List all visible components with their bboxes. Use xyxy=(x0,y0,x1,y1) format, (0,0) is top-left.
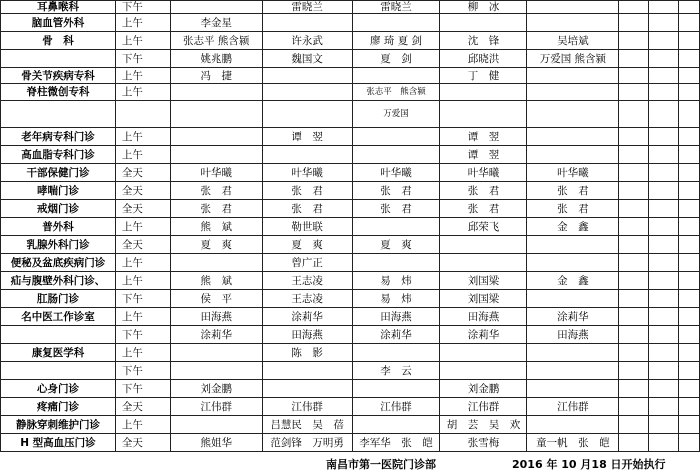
empty-cell xyxy=(649,398,679,416)
empty-cell xyxy=(679,68,700,84)
schedule-row xyxy=(1,398,700,416)
doctor-cell xyxy=(352,254,440,272)
department-cell: 耳鼻喉科 xyxy=(1,1,116,14)
doctor-cell xyxy=(352,416,440,434)
doctor-cell: 张 君 xyxy=(352,182,440,200)
department-cell: 疼痛门诊 xyxy=(1,398,116,416)
department-cell: 戒烟门诊 xyxy=(1,200,116,218)
empty-cell xyxy=(619,344,649,362)
doctor-cell xyxy=(440,84,527,101)
empty-cell xyxy=(619,398,649,416)
doctor-cell xyxy=(170,1,262,14)
empty-cell xyxy=(679,1,700,14)
doctor-cell: 江伟群 xyxy=(262,398,352,416)
doctor-cell: 胡 芸 吴 欢 xyxy=(440,416,527,434)
time-slot-cell: 上午 xyxy=(115,344,170,362)
empty-cell xyxy=(619,218,649,236)
schedule-row xyxy=(1,146,700,164)
doctor-cell xyxy=(170,362,262,380)
time-slot-cell: 上午 xyxy=(115,218,170,236)
doctor-cell: 吴培斌 xyxy=(527,32,619,50)
empty-cell xyxy=(649,128,679,146)
doctor-cell: 张 君 xyxy=(527,182,619,200)
schedule-row xyxy=(1,128,700,146)
doctor-cell xyxy=(262,68,352,84)
doctor-cell: 夏 剑 xyxy=(352,50,440,68)
empty-cell xyxy=(619,32,649,50)
schedule-row xyxy=(1,290,700,308)
doctor-cell: 万爱国 xyxy=(352,101,440,128)
time-slot-cell: 上午 xyxy=(115,32,170,50)
time-slot-cell: 下午 xyxy=(115,1,170,14)
department-cell: 便秘及盆底疾病门诊 xyxy=(1,254,116,272)
time-slot-cell: 下午 xyxy=(115,380,170,398)
doctor-cell: 江伟群 xyxy=(352,398,440,416)
doctor-cell: 张 君 xyxy=(527,200,619,218)
doctor-cell xyxy=(170,344,262,362)
doctor-cell xyxy=(262,101,352,128)
schedule-row xyxy=(1,218,700,236)
empty-cell xyxy=(649,164,679,182)
empty-cell xyxy=(679,398,700,416)
empty-cell xyxy=(619,434,649,452)
empty-cell xyxy=(619,84,649,101)
empty-cell xyxy=(649,308,679,326)
doctor-cell: 田海燕 xyxy=(527,326,619,344)
empty-cell xyxy=(619,1,649,14)
empty-cell xyxy=(649,380,679,398)
hospital-name: 南昌市第一医院门诊部 xyxy=(326,458,436,471)
schedule-row xyxy=(1,101,700,128)
doctor-cell: 夏 爽 xyxy=(352,236,440,254)
doctor-cell: 童一帆 张 皑 xyxy=(527,434,619,452)
time-slot-cell: 下午 xyxy=(115,290,170,308)
schedule-row xyxy=(1,434,700,452)
doctor-cell: 勒世联 xyxy=(262,218,352,236)
doctor-cell: 张 君 xyxy=(262,182,352,200)
doctor-cell: 张 君 xyxy=(352,200,440,218)
schedule-row xyxy=(1,326,700,344)
time-slot-cell: 上午 xyxy=(115,254,170,272)
schedule-row xyxy=(1,380,700,398)
doctor-cell: 张志平 熊含颍 xyxy=(352,84,440,101)
time-slot-cell xyxy=(115,101,170,128)
doctor-cell xyxy=(170,254,262,272)
time-slot-cell: 下午 xyxy=(115,326,170,344)
empty-cell xyxy=(679,362,700,380)
doctor-cell: 叶华曦 xyxy=(352,164,440,182)
empty-cell xyxy=(619,290,649,308)
schedule-row xyxy=(1,416,700,434)
department-cell xyxy=(1,50,116,68)
empty-cell xyxy=(679,326,700,344)
doctor-cell: 金 鑫 xyxy=(527,272,619,290)
empty-cell xyxy=(679,182,700,200)
empty-cell xyxy=(649,416,679,434)
doctor-cell xyxy=(527,146,619,164)
time-slot-cell: 全天 xyxy=(115,200,170,218)
empty-cell xyxy=(619,362,649,380)
schedule-row xyxy=(1,182,700,200)
empty-cell xyxy=(649,182,679,200)
empty-cell xyxy=(679,254,700,272)
empty-cell xyxy=(619,326,649,344)
doctor-cell: 张 君 xyxy=(440,182,527,200)
department-cell xyxy=(1,101,116,128)
doctor-cell xyxy=(262,84,352,101)
doctor-cell: 江伟群 xyxy=(170,398,262,416)
empty-cell xyxy=(679,272,700,290)
footer xyxy=(0,455,700,472)
doctor-cell xyxy=(262,362,352,380)
empty-cell xyxy=(649,326,679,344)
department-cell: 哮喘门诊 xyxy=(1,182,116,200)
doctor-cell: 谭 翌 xyxy=(440,128,527,146)
effective-date: 2016 年 10 月18 日开始执行 xyxy=(512,458,666,471)
schedule-row xyxy=(1,200,700,218)
time-slot-cell: 上午 xyxy=(115,272,170,290)
doctor-cell: 吕慧民 吴 蓓 xyxy=(262,416,352,434)
doctor-cell: 侯 平 xyxy=(170,290,262,308)
doctor-cell xyxy=(527,362,619,380)
empty-cell xyxy=(679,200,700,218)
doctor-cell: 刘国梁 xyxy=(440,290,527,308)
department-cell: 脊柱微创专科 xyxy=(1,84,116,101)
empty-cell xyxy=(679,236,700,254)
empty-cell xyxy=(649,218,679,236)
schedule-row xyxy=(1,84,700,101)
schedule-row xyxy=(1,164,700,182)
doctor-cell: 涂莉华 xyxy=(170,326,262,344)
schedule-row xyxy=(1,68,700,84)
time-slot-cell: 全天 xyxy=(115,236,170,254)
schedule-row xyxy=(1,362,700,380)
empty-cell xyxy=(679,290,700,308)
time-slot-cell: 全天 xyxy=(115,182,170,200)
empty-cell xyxy=(619,272,649,290)
doctor-cell xyxy=(170,146,262,164)
doctor-cell xyxy=(352,128,440,146)
doctor-cell xyxy=(527,236,619,254)
empty-cell xyxy=(649,146,679,164)
schedule-row xyxy=(1,254,700,272)
empty-cell xyxy=(679,218,700,236)
schedule-row xyxy=(1,308,700,326)
doctor-cell: 李军华 张 皑 xyxy=(352,434,440,452)
doctor-cell xyxy=(440,362,527,380)
doctor-cell: 邱荣飞 xyxy=(440,218,527,236)
doctor-cell: 易 炜 xyxy=(352,290,440,308)
doctor-cell xyxy=(527,128,619,146)
doctor-cell: 田海燕 xyxy=(170,308,262,326)
doctor-cell: 邱晓洪 xyxy=(440,50,527,68)
empty-cell xyxy=(619,50,649,68)
empty-cell xyxy=(619,200,649,218)
empty-cell xyxy=(619,68,649,84)
time-slot-cell: 上午 xyxy=(115,128,170,146)
doctor-cell xyxy=(262,146,352,164)
empty-cell xyxy=(649,434,679,452)
doctor-cell: 王志凌 xyxy=(262,272,352,290)
doctor-cell: 易 炜 xyxy=(352,272,440,290)
doctor-cell: 柳 冰 xyxy=(440,1,527,14)
schedule-row xyxy=(1,272,700,290)
doctor-cell: 涂莉华 xyxy=(527,308,619,326)
doctor-cell: 刘金鹏 xyxy=(440,380,527,398)
doctor-cell: 沈 锋 xyxy=(440,32,527,50)
schedule-row xyxy=(1,1,700,14)
department-cell: 骨 科 xyxy=(1,32,116,50)
doctor-cell xyxy=(527,290,619,308)
empty-cell xyxy=(649,32,679,50)
doctor-cell: 熊 斌 xyxy=(170,218,262,236)
time-slot-cell: 全天 xyxy=(115,398,170,416)
doctor-cell xyxy=(352,218,440,236)
empty-cell xyxy=(649,101,679,128)
doctor-cell: 涂莉华 xyxy=(352,326,440,344)
schedule-row xyxy=(1,14,700,32)
department-cell: 乳腺外科门诊 xyxy=(1,236,116,254)
doctor-cell: 江伟群 xyxy=(527,398,619,416)
doctor-cell: 叶华曦 xyxy=(527,164,619,182)
doctor-cell: 李金星 xyxy=(170,14,262,32)
empty-cell xyxy=(619,164,649,182)
doctor-cell: 田海燕 xyxy=(440,308,527,326)
schedule-row xyxy=(1,236,700,254)
doctor-cell xyxy=(170,101,262,128)
time-slot-cell: 上午 xyxy=(115,146,170,164)
department-cell: 脑血管外科 xyxy=(1,14,116,32)
doctor-cell xyxy=(352,146,440,164)
doctor-cell xyxy=(352,68,440,84)
doctor-cell xyxy=(440,14,527,32)
time-slot-cell: 下午 xyxy=(115,50,170,68)
empty-cell xyxy=(649,254,679,272)
doctor-cell: 李 云 xyxy=(352,362,440,380)
doctor-cell xyxy=(170,416,262,434)
empty-cell xyxy=(619,128,649,146)
empty-cell xyxy=(649,290,679,308)
doctor-cell: 冯 捷 xyxy=(170,68,262,84)
department-cell: 老年病专科门诊 xyxy=(1,128,116,146)
empty-cell xyxy=(649,200,679,218)
doctor-cell: 熊姐华 xyxy=(170,434,262,452)
doctor-cell: 张 君 xyxy=(170,200,262,218)
empty-cell xyxy=(619,101,649,128)
department-cell xyxy=(1,326,116,344)
doctor-cell: 叶华曦 xyxy=(170,164,262,182)
time-slot-cell: 全天 xyxy=(115,164,170,182)
doctor-cell: 姚兆鹏 xyxy=(170,50,262,68)
doctor-cell: 张 君 xyxy=(440,200,527,218)
time-slot-cell: 上午 xyxy=(115,308,170,326)
time-slot-cell: 上午 xyxy=(115,416,170,434)
doctor-cell xyxy=(352,14,440,32)
department-cell: 干部保健门诊 xyxy=(1,164,116,182)
doctor-cell: 熊 斌 xyxy=(170,272,262,290)
empty-cell xyxy=(679,380,700,398)
doctor-cell xyxy=(527,14,619,32)
doctor-cell: 张志平 熊含颍 xyxy=(170,32,262,50)
doctor-cell xyxy=(352,344,440,362)
doctor-cell xyxy=(440,254,527,272)
empty-cell xyxy=(619,236,649,254)
empty-cell xyxy=(679,101,700,128)
empty-cell xyxy=(649,236,679,254)
time-slot-cell: 上午 xyxy=(115,14,170,32)
time-slot-cell: 全天 xyxy=(115,434,170,452)
doctor-cell xyxy=(352,380,440,398)
empty-cell xyxy=(649,362,679,380)
empty-cell xyxy=(649,84,679,101)
doctor-cell: 涂莉华 xyxy=(262,308,352,326)
department-cell: 骨关节疾病专科 xyxy=(1,68,116,84)
doctor-cell: 夏 爽 xyxy=(170,236,262,254)
department-cell: 高血脂专科门诊 xyxy=(1,146,116,164)
time-slot-cell: 上午 xyxy=(115,68,170,84)
department-cell: 名中医工作诊室 xyxy=(1,308,116,326)
department-cell: 肛肠门诊 xyxy=(1,290,116,308)
doctor-cell xyxy=(527,101,619,128)
department-cell: 康复医学科 xyxy=(1,344,116,362)
doctor-cell xyxy=(440,236,527,254)
doctor-cell: 张雪梅 xyxy=(440,434,527,452)
schedule-row xyxy=(1,344,700,362)
empty-cell xyxy=(619,416,649,434)
empty-cell xyxy=(679,344,700,362)
department-cell: 疝与腹壁外科门诊、 xyxy=(1,272,116,290)
doctor-cell xyxy=(440,344,527,362)
doctor-cell: 江伟群 xyxy=(440,398,527,416)
time-slot-cell: 下午 xyxy=(115,362,170,380)
doctor-cell xyxy=(440,101,527,128)
doctor-cell xyxy=(527,254,619,272)
department-cell xyxy=(1,362,116,380)
empty-cell xyxy=(679,84,700,101)
doctor-cell: 魏国文 xyxy=(262,50,352,68)
empty-cell xyxy=(649,344,679,362)
doctor-cell: 雷晓兰 xyxy=(262,1,352,14)
doctor-cell: 王志凌 xyxy=(262,290,352,308)
empty-cell xyxy=(619,254,649,272)
doctor-cell xyxy=(527,68,619,84)
doctor-cell: 叶华曦 xyxy=(262,164,352,182)
doctor-cell: 涂莉华 xyxy=(440,326,527,344)
doctor-cell: 田海燕 xyxy=(262,326,352,344)
doctor-cell xyxy=(262,14,352,32)
empty-cell xyxy=(649,272,679,290)
doctor-cell: 夏 爽 xyxy=(262,236,352,254)
doctor-cell: 许永武 xyxy=(262,32,352,50)
doctor-cell: 叶华曦 xyxy=(440,164,527,182)
doctor-cell: 谭 翌 xyxy=(262,128,352,146)
schedule-row xyxy=(1,50,700,68)
empty-cell xyxy=(679,164,700,182)
doctor-cell xyxy=(527,380,619,398)
empty-cell xyxy=(679,434,700,452)
doctor-cell: 刘国梁 xyxy=(440,272,527,290)
empty-cell xyxy=(649,1,679,14)
empty-cell xyxy=(679,128,700,146)
department-cell: 心身门诊 xyxy=(1,380,116,398)
doctor-cell: 金 鑫 xyxy=(527,218,619,236)
doctor-cell: 陈 影 xyxy=(262,344,352,362)
empty-cell xyxy=(619,380,649,398)
empty-cell xyxy=(679,50,700,68)
doctor-cell xyxy=(527,84,619,101)
doctor-cell: 田海燕 xyxy=(352,308,440,326)
empty-cell xyxy=(619,308,649,326)
department-cell: H 型高血压门诊 xyxy=(1,434,116,452)
doctor-cell xyxy=(170,84,262,101)
doctor-cell: 曾广正 xyxy=(262,254,352,272)
doctor-cell: 雷晓兰 xyxy=(352,1,440,14)
doctor-cell: 范剑锋 万明勇 xyxy=(262,434,352,452)
doctor-cell xyxy=(527,416,619,434)
empty-cell xyxy=(679,14,700,32)
doctor-cell xyxy=(170,128,262,146)
doctor-cell: 廖 琦 夏 剑 xyxy=(352,32,440,50)
doctor-cell: 谭 翌 xyxy=(440,146,527,164)
department-cell: 静脉穿刺维护门诊 xyxy=(1,416,116,434)
empty-cell xyxy=(649,68,679,84)
time-slot-cell: 上午 xyxy=(115,84,170,101)
empty-cell xyxy=(619,146,649,164)
empty-cell xyxy=(649,14,679,32)
doctor-cell: 万爱国 熊含颍 xyxy=(527,50,619,68)
doctor-cell xyxy=(262,380,352,398)
doctor-cell: 刘金鹏 xyxy=(170,380,262,398)
doctor-cell: 丁 健 xyxy=(440,68,527,84)
empty-cell xyxy=(679,32,700,50)
empty-cell xyxy=(679,146,700,164)
doctor-cell: 张 君 xyxy=(262,200,352,218)
empty-cell xyxy=(679,416,700,434)
empty-cell xyxy=(619,182,649,200)
doctor-cell: 张 君 xyxy=(170,182,262,200)
schedule-row xyxy=(1,32,700,50)
empty-cell xyxy=(649,50,679,68)
empty-cell xyxy=(619,14,649,32)
department-cell: 普外科 xyxy=(1,218,116,236)
empty-cell xyxy=(679,308,700,326)
doctor-cell xyxy=(527,344,619,362)
doctor-cell xyxy=(527,1,619,14)
